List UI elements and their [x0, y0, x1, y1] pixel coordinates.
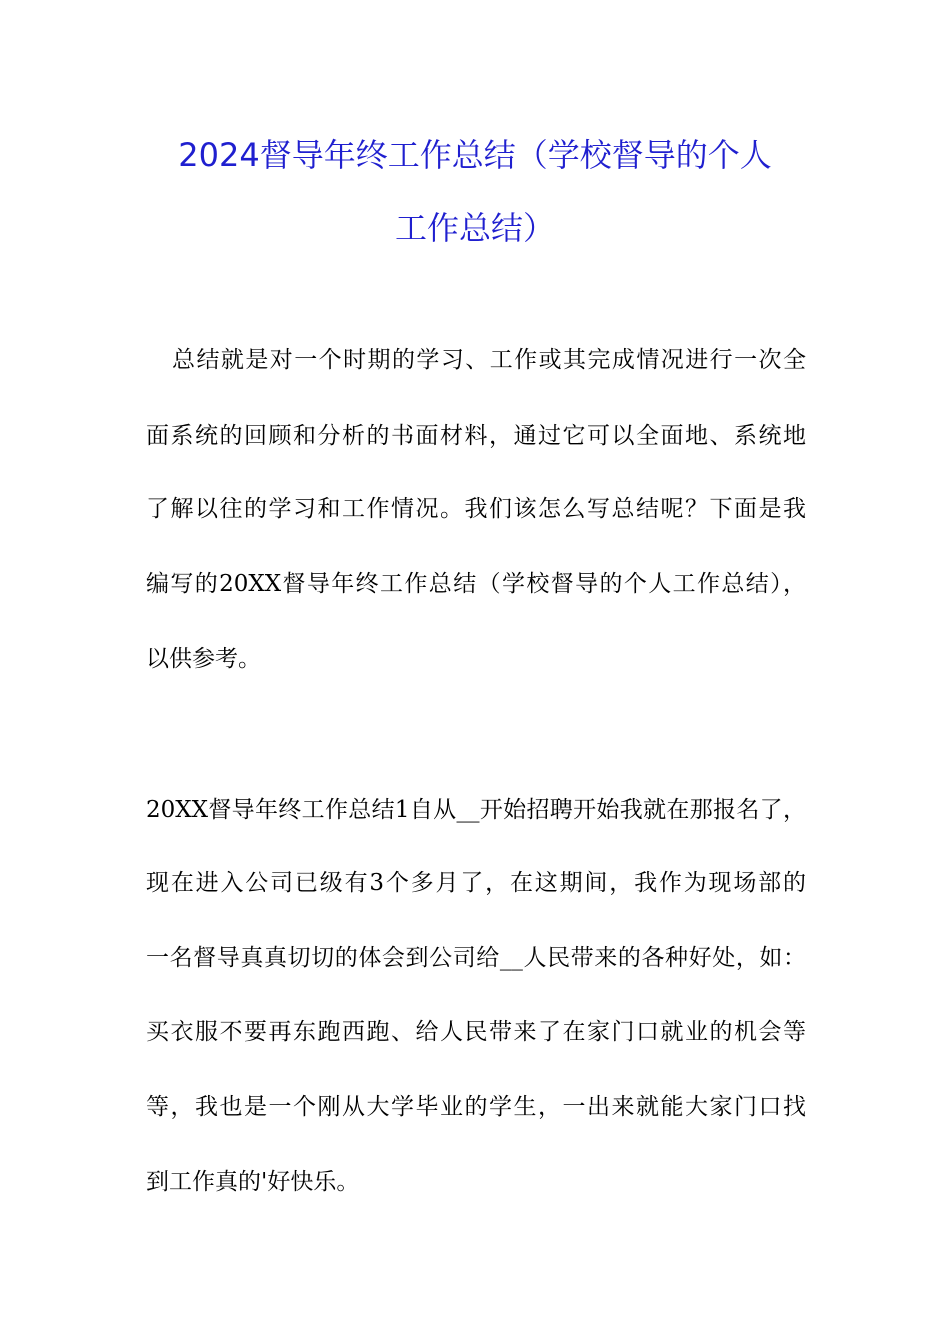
paragraph-line: 到工作真的'好快乐。 [146, 1169, 360, 1195]
paragraph-line: 买衣服不要再东跑西跑、给人民带来了在家门口就业的机会等 [146, 1019, 806, 1045]
paragraph-line: 等，我也是一个刚从大学毕业的学生，一出来就能大家门口找 [146, 1094, 806, 1120]
document-title-line-2: 工作总结） [394, 209, 555, 247]
paragraph-line: 面系统的回顾和分析的书面材料，通过它可以全面地、系统地 [146, 423, 806, 449]
paragraph-line: 20XX督导年终工作总结1自从__开始招聘开始我就在那报名了， [146, 797, 806, 823]
paragraph-line: 编写的20XX督导年终工作总结（学校督导的个人工作总结）， [146, 571, 806, 597]
paragraph-line: 以供参考。 [146, 646, 261, 672]
document-title-line-1: 2024督导年终工作总结（学校督导的个人 [178, 136, 772, 174]
paragraph-line: 一名督导真真切切的体会到公司给__人民带来的各种好处，如： [146, 945, 806, 971]
paragraph-line: 总结就是对一个时期的学习、工作或其完成情况进行一次全 [172, 347, 806, 373]
paragraph-line: 了解以往的学习和工作情况。我们该怎么写总结呢？下面是我 [146, 496, 806, 522]
paragraph-line: 现在进入公司已级有3个多月了，在这期间，我作为现场部的 [146, 870, 806, 896]
